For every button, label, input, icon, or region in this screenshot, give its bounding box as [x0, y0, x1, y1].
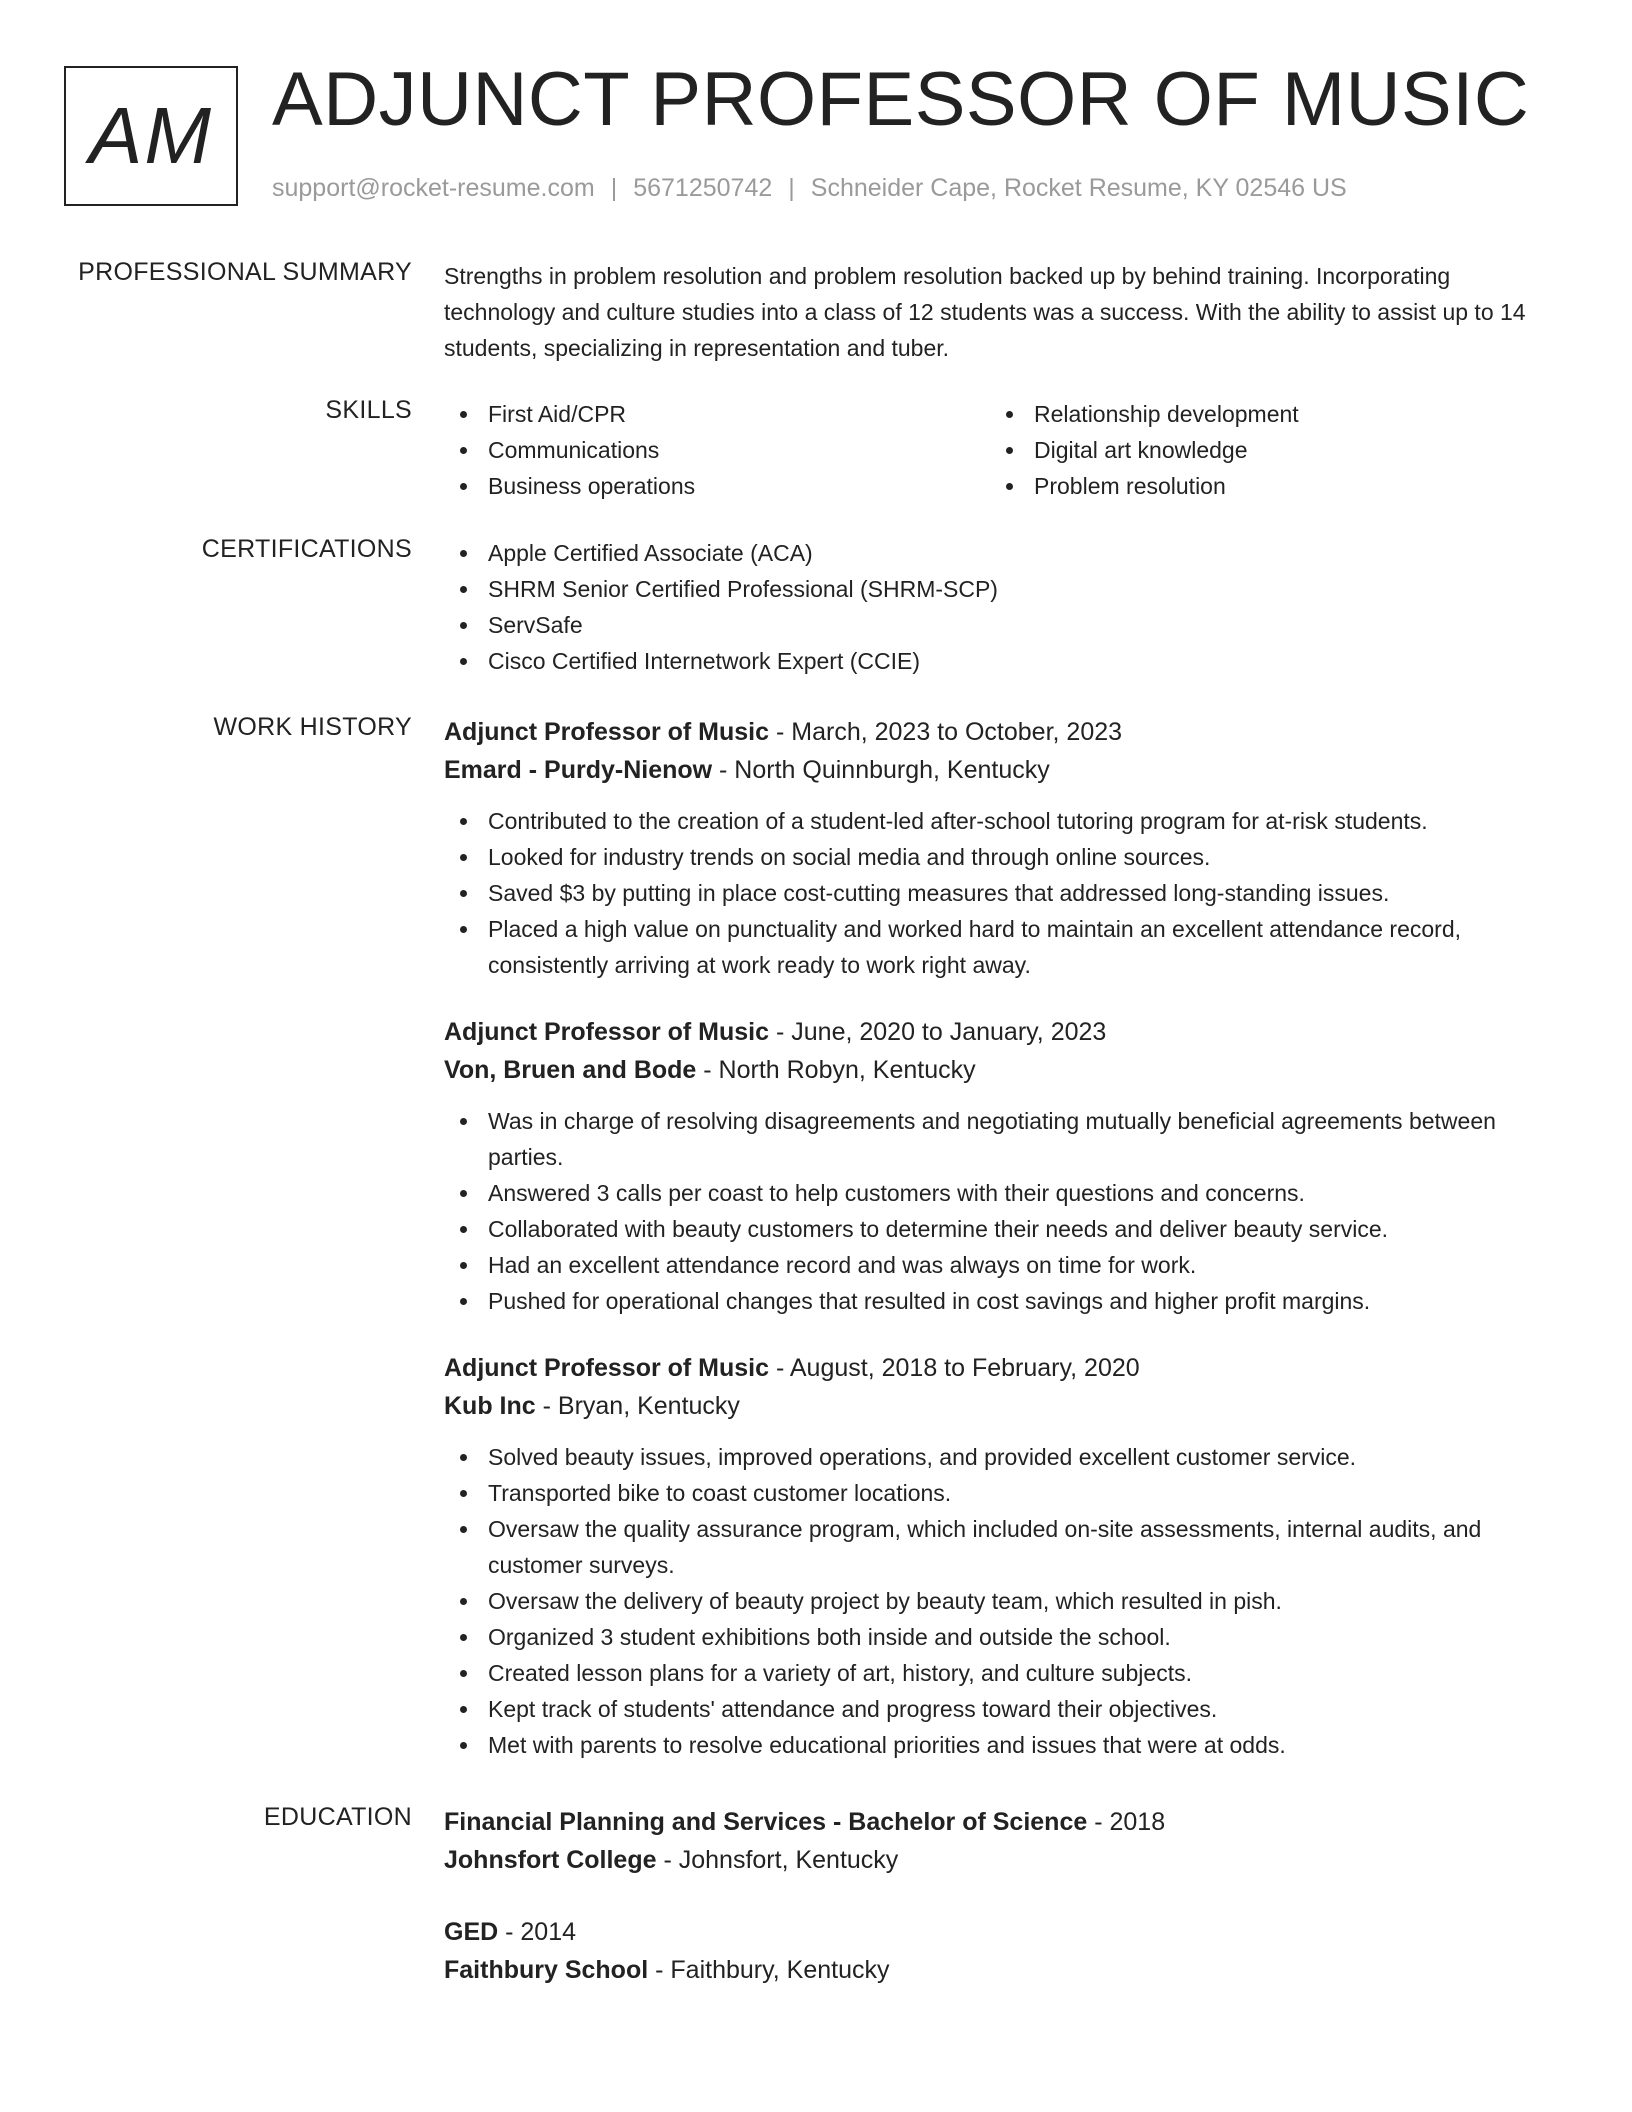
- contact-phone: 5671250742: [633, 174, 773, 202]
- job-bullet: Pushed for operational changes that resulted in cost savings and higher profit margins.: [444, 1283, 1564, 1319]
- skills-list-left: [444, 396, 990, 504]
- skill-item: Problem resolution: [990, 468, 1536, 504]
- job-bullet: Kept track of students' attendance and progress toward their objectives.: [444, 1691, 1564, 1727]
- certifications-list: [444, 535, 1564, 679]
- education-year: - 2018: [1087, 1808, 1166, 1836]
- contact-address: Schneider Cape, Rocket Resume, KY 02546 US: [810, 174, 1347, 202]
- education-degree: Financial Planning and Services - Bachelor of Science: [444, 1808, 1088, 1836]
- job-bullet: Had an excellent attendance record and was always on time for work.: [444, 1247, 1564, 1283]
- contact-line: [272, 174, 1347, 203]
- job-bullet: Placed a high value on punctuality and worked hard to maintain an excellent attendance record, consistently arriving at work ready to work right away.: [444, 911, 1564, 983]
- job-company: Kub Inc: [444, 1392, 536, 1420]
- certification-item: Apple Certified Associate (ACA): [444, 535, 1564, 571]
- certification-item: Cisco Certified Internetwork Expert (CCIE): [444, 643, 1564, 679]
- education-school: Johnsfort College: [444, 1846, 657, 1874]
- job-bullet: Was in charge of resolving disagreements and negotiating mutually beneficial agreements between parties.: [444, 1103, 1564, 1175]
- skills-list-right: [990, 396, 1536, 504]
- skill-item: Business operations: [444, 468, 990, 504]
- initials-monogram: AM: [64, 66, 238, 206]
- skill-item: Communications: [444, 432, 990, 468]
- job-bullet: Oversaw the delivery of beauty project by beauty team, which resulted in pish.: [444, 1583, 1564, 1619]
- contact-separator: |: [610, 174, 618, 202]
- summary-text: Strengths in problem resolution and problem resolution backed up by behind training. Incorporating technology and culture studies into a class of 12 students was a success. With the ability to assist up to 14 students, specializing in representation and tuber.: [444, 263, 1526, 361]
- job-bullet: Looked for industry trends on social media and through online sources.: [444, 839, 1564, 875]
- job-entry: [444, 1013, 1564, 1319]
- job-bullets: [444, 1439, 1564, 1763]
- skill-item: Digital art knowledge: [990, 432, 1536, 468]
- job-title: Adjunct Professor of Music: [444, 1018, 770, 1046]
- contact-separator: |: [788, 174, 795, 202]
- job-location: - North Quinnburgh, Kentucky: [712, 756, 1050, 784]
- education-location: - Faithbury, Kentucky: [648, 1956, 890, 1984]
- job-title: Adjunct Professor of Music: [444, 718, 770, 746]
- education-year: - 2014: [498, 1918, 577, 1946]
- job-title: Adjunct Professor of Music: [444, 1354, 770, 1382]
- job-bullet: Solved beauty issues, improved operations, and provided excellent customer service.: [444, 1439, 1564, 1475]
- job-bullet: Met with parents to resolve educational priorities and issues that were at odds.: [444, 1727, 1564, 1763]
- job-dates: - June, 2020 to January, 2023: [769, 1018, 1107, 1046]
- certifications-label: CERTIFICATIONS: [201, 535, 412, 563]
- job-location: - Bryan, Kentucky: [535, 1392, 740, 1420]
- job-entry: [444, 713, 1564, 983]
- contact-email: support@rocket-resume.com: [272, 174, 595, 202]
- job-bullet: Oversaw the quality assurance program, which included on-site assessments, internal audits, and customer surveys.: [444, 1511, 1564, 1583]
- job-bullet: Organized 3 student exhibitions both inside and outside the school.: [444, 1619, 1564, 1655]
- job-location: - North Robyn, Kentucky: [696, 1056, 976, 1084]
- education-location: - Johnsfort, Kentucky: [656, 1846, 899, 1874]
- job-entry: [444, 1349, 1564, 1763]
- job-bullet: Created lesson plans for a variety of art, history, and culture subjects.: [444, 1655, 1564, 1691]
- job-bullets: [444, 1103, 1564, 1319]
- job-bullet: Contributed to the creation of a student-led after-school tutoring program for at-risk students.: [444, 803, 1564, 839]
- skill-item: First Aid/CPR: [444, 396, 990, 432]
- job-bullet: Collaborated with beauty customers to determine their needs and deliver beauty service.: [444, 1211, 1564, 1247]
- education-school: Faithbury School: [444, 1956, 649, 1984]
- job-dates: - March, 2023 to October, 2023: [769, 718, 1123, 746]
- job-bullet: Transported bike to coast customer locations.: [444, 1475, 1564, 1511]
- summary-label: PROFESSIONAL SUMMARY: [78, 258, 412, 286]
- job-bullet: Saved $3 by putting in place cost-cutting measures that addressed long-standing issues.: [444, 875, 1564, 911]
- job-bullet: Answered 3 calls per coast to help customers with their questions and concerns.: [444, 1175, 1564, 1211]
- job-dates: - August, 2018 to February, 2020: [769, 1354, 1140, 1382]
- education-entry: [444, 1803, 1564, 1879]
- skills-label: SKILLS: [325, 396, 412, 424]
- education-degree: GED: [444, 1918, 499, 1946]
- work-history-label: WORK HISTORY: [213, 713, 412, 741]
- job-company: Von, Bruen and Bode: [444, 1056, 697, 1084]
- resume-title: ADJUNCT PROFESSOR OF MUSIC: [272, 57, 1530, 142]
- skill-item: Relationship development: [990, 396, 1536, 432]
- job-company: Emard - Purdy-Nienow: [444, 756, 713, 784]
- job-bullets: [444, 803, 1564, 983]
- certification-item: ServSafe: [444, 607, 1564, 643]
- education-label: EDUCATION: [263, 1803, 412, 1831]
- certification-item: SHRM Senior Certified Professional (SHRM-SCP): [444, 571, 1564, 607]
- education-entry: [444, 1913, 1564, 1989]
